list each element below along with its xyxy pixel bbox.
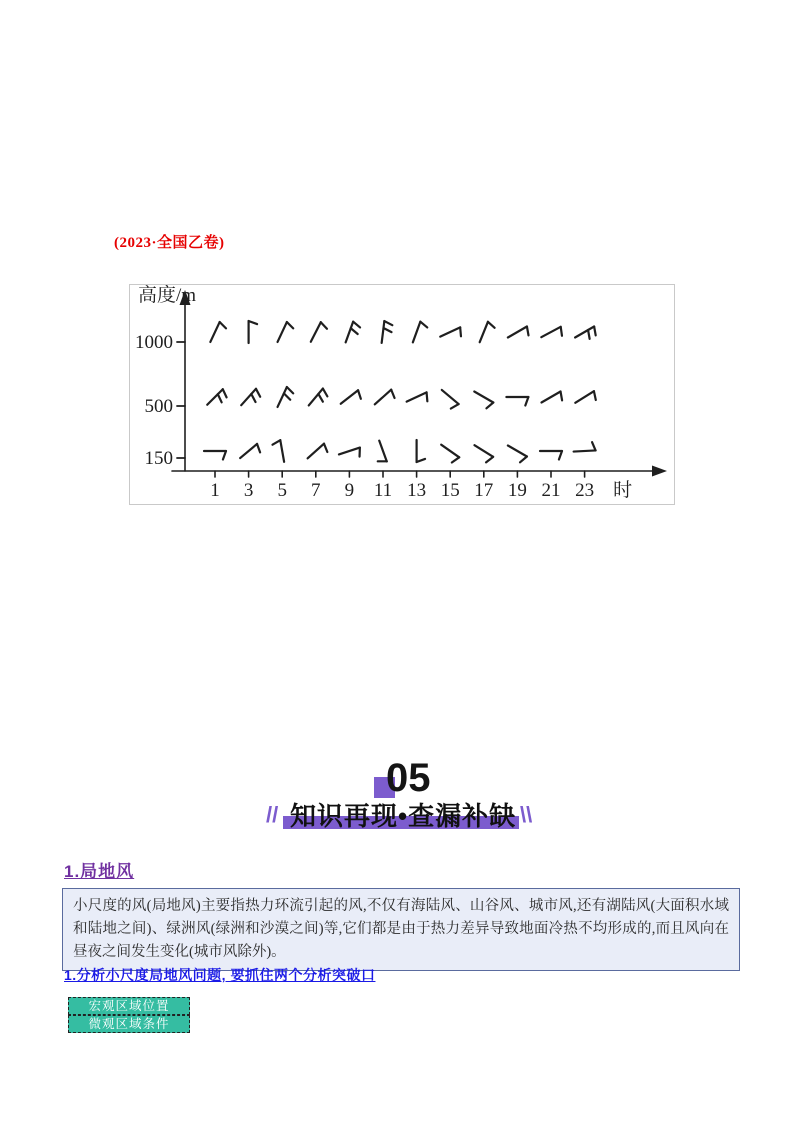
section-header [258,750,543,834]
svg-text:1: 1 [210,480,220,501]
svg-text:17: 17 [474,480,494,501]
svg-text:150: 150 [144,448,173,469]
svg-text:23: 23 [575,480,595,501]
svg-text:高度/m: 高度/m [138,285,197,306]
slash-mark-left: // [266,802,279,827]
section-number: 05 [386,756,431,800]
svg-text:7: 7 [311,480,321,501]
svg-text:15: 15 [440,480,460,501]
topic-heading: 1.局地风 [64,862,135,881]
wind-barb-chart [129,284,675,505]
micro-condition-box: 微观区域条件 [68,1015,190,1033]
section-title: 知识再现•查漏补缺 [290,801,517,831]
svg-text:19: 19 [507,480,527,501]
svg-text:13: 13 [407,480,427,501]
svg-text:1000: 1000 [135,332,173,353]
wind-barb-chart-svg [130,285,672,502]
svg-text:时: 时 [613,480,633,501]
knowledge-paragraph-box: 小尺度的风(局地风)主要指热力环流引起的风,不仅有海陆风、山谷风、城市风,还有湖陆风(大面积水域和陆地之间)、绿洲风(绿洲和沙漠之间)等,它们都是由于热力差异导致地面冷热不均形成的,而且风向在昼夜之间发生变化(城市风除外)。 [62,888,740,971]
analysis-tip: 1.分析小尺度局地风问题, 要抓住两个分析突破口 [64,967,376,983]
svg-text:5: 5 [277,480,287,501]
exam-source-tag: (2023·全国乙卷) [114,235,225,251]
svg-text:500: 500 [144,396,173,417]
slash-mark-right: \\ [520,802,533,827]
svg-text:21: 21 [541,480,561,501]
svg-text:3: 3 [243,480,254,501]
svg-text:9: 9 [344,480,355,501]
macro-location-box: 宏观区域位置 [68,997,190,1015]
svg-text:11: 11 [373,480,393,501]
